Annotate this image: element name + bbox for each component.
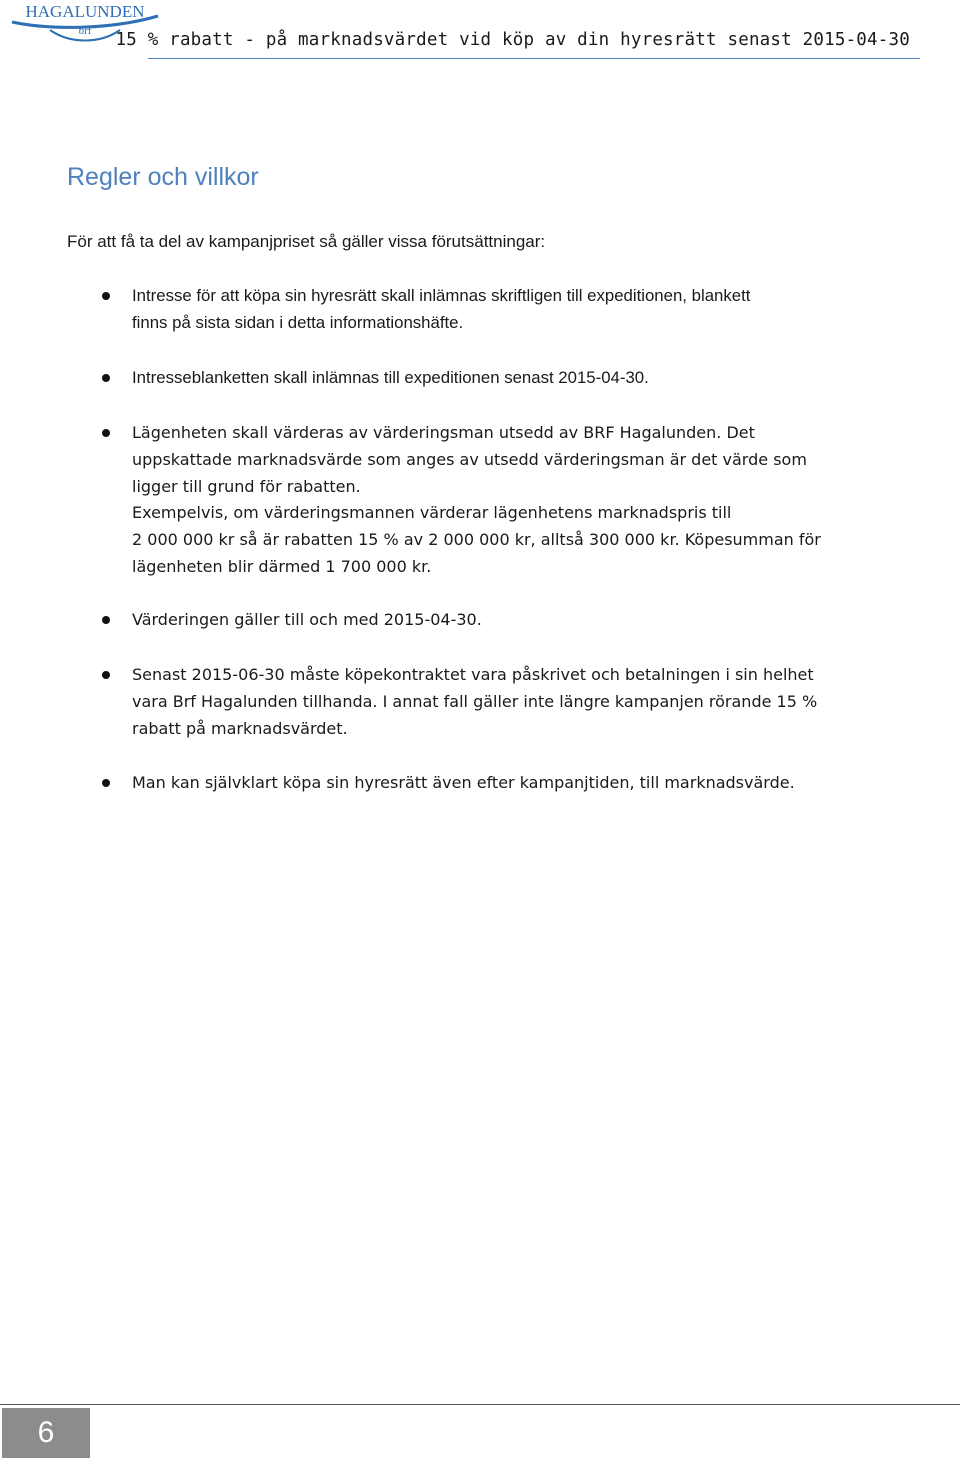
list-item-line: vara Brf Hagalunden tillhanda. I annat fall gäller inte längre kampanjen rörande 15 % [132, 691, 818, 711]
bullet-icon [102, 292, 110, 300]
page-number: 6 [2, 1408, 90, 1458]
list-item-line: Värderingen gäller till och med 2015-04-30. [132, 610, 482, 629]
list-item-line: Exempelvis, om värderingsmannen värderar lägenhetens marknadspris till [132, 503, 732, 523]
footer-rule [0, 1404, 960, 1405]
list-item [132, 607, 892, 634]
header-title: 15 % rabatt - på marknadsvärdet vid köp av din hyresrätt senast 2015-04-30 [115, 30, 910, 50]
logo-subtext: brf [78, 25, 92, 37]
bullet-icon [102, 374, 110, 382]
header-rule [148, 58, 920, 59]
bullet-icon [102, 779, 110, 787]
bullet-icon [102, 671, 110, 679]
list-item-line: Intresseblanketten skall inlämnas till expeditionen senast 2015-04-30. [132, 368, 649, 387]
list-item-line: rabatt på marknadsvärdet. [132, 718, 348, 738]
intro-text: För att få ta del av kampanjpriset så gäller vissa förutsättningar: [67, 232, 546, 251]
list-item [132, 420, 892, 581]
list-item-line: uppskattade marknadsvärde som anges av utsedd värderingsman är det värde som [132, 449, 807, 469]
list-item-line: ligger till grund för rabatten. [132, 476, 361, 496]
list-item-line: Man kan självklart köpa sin hyresrätt även efter kampanjtiden, till marknadsvärde. [132, 773, 795, 792]
list-item-line: 2 000 000 kr så är rabatten 15 % av 2 000 000 kr, alltså 300 000 kr. Köpesumman för [132, 530, 821, 550]
list-item-line: Senast 2015-06-30 måste köpekontraktet vara påskrivet och betalningen i sin helhet [132, 665, 814, 684]
list-item-line: Intresse för att köpa sin hyresrätt skall inlämnas skriftligen till expeditionen, blankett [132, 286, 751, 305]
list-item [132, 365, 892, 392]
logo-text: HAGALUNDEN [25, 2, 145, 21]
bullet-icon [102, 616, 110, 624]
list-item-line: Lägenheten skall värderas av värderingsman utsedd av BRF Hagalunden. Det [132, 423, 755, 442]
list-item-line: lägenheten blir därmed 1 700 000 kr. [132, 556, 432, 576]
list-item [132, 662, 892, 742]
list-item [132, 283, 892, 337]
section-heading: Regler och villkor [67, 163, 259, 191]
bullet-icon [102, 429, 110, 437]
list-item-line: finns på sista sidan i detta informationshäfte. [132, 312, 464, 332]
list-item [132, 770, 892, 797]
